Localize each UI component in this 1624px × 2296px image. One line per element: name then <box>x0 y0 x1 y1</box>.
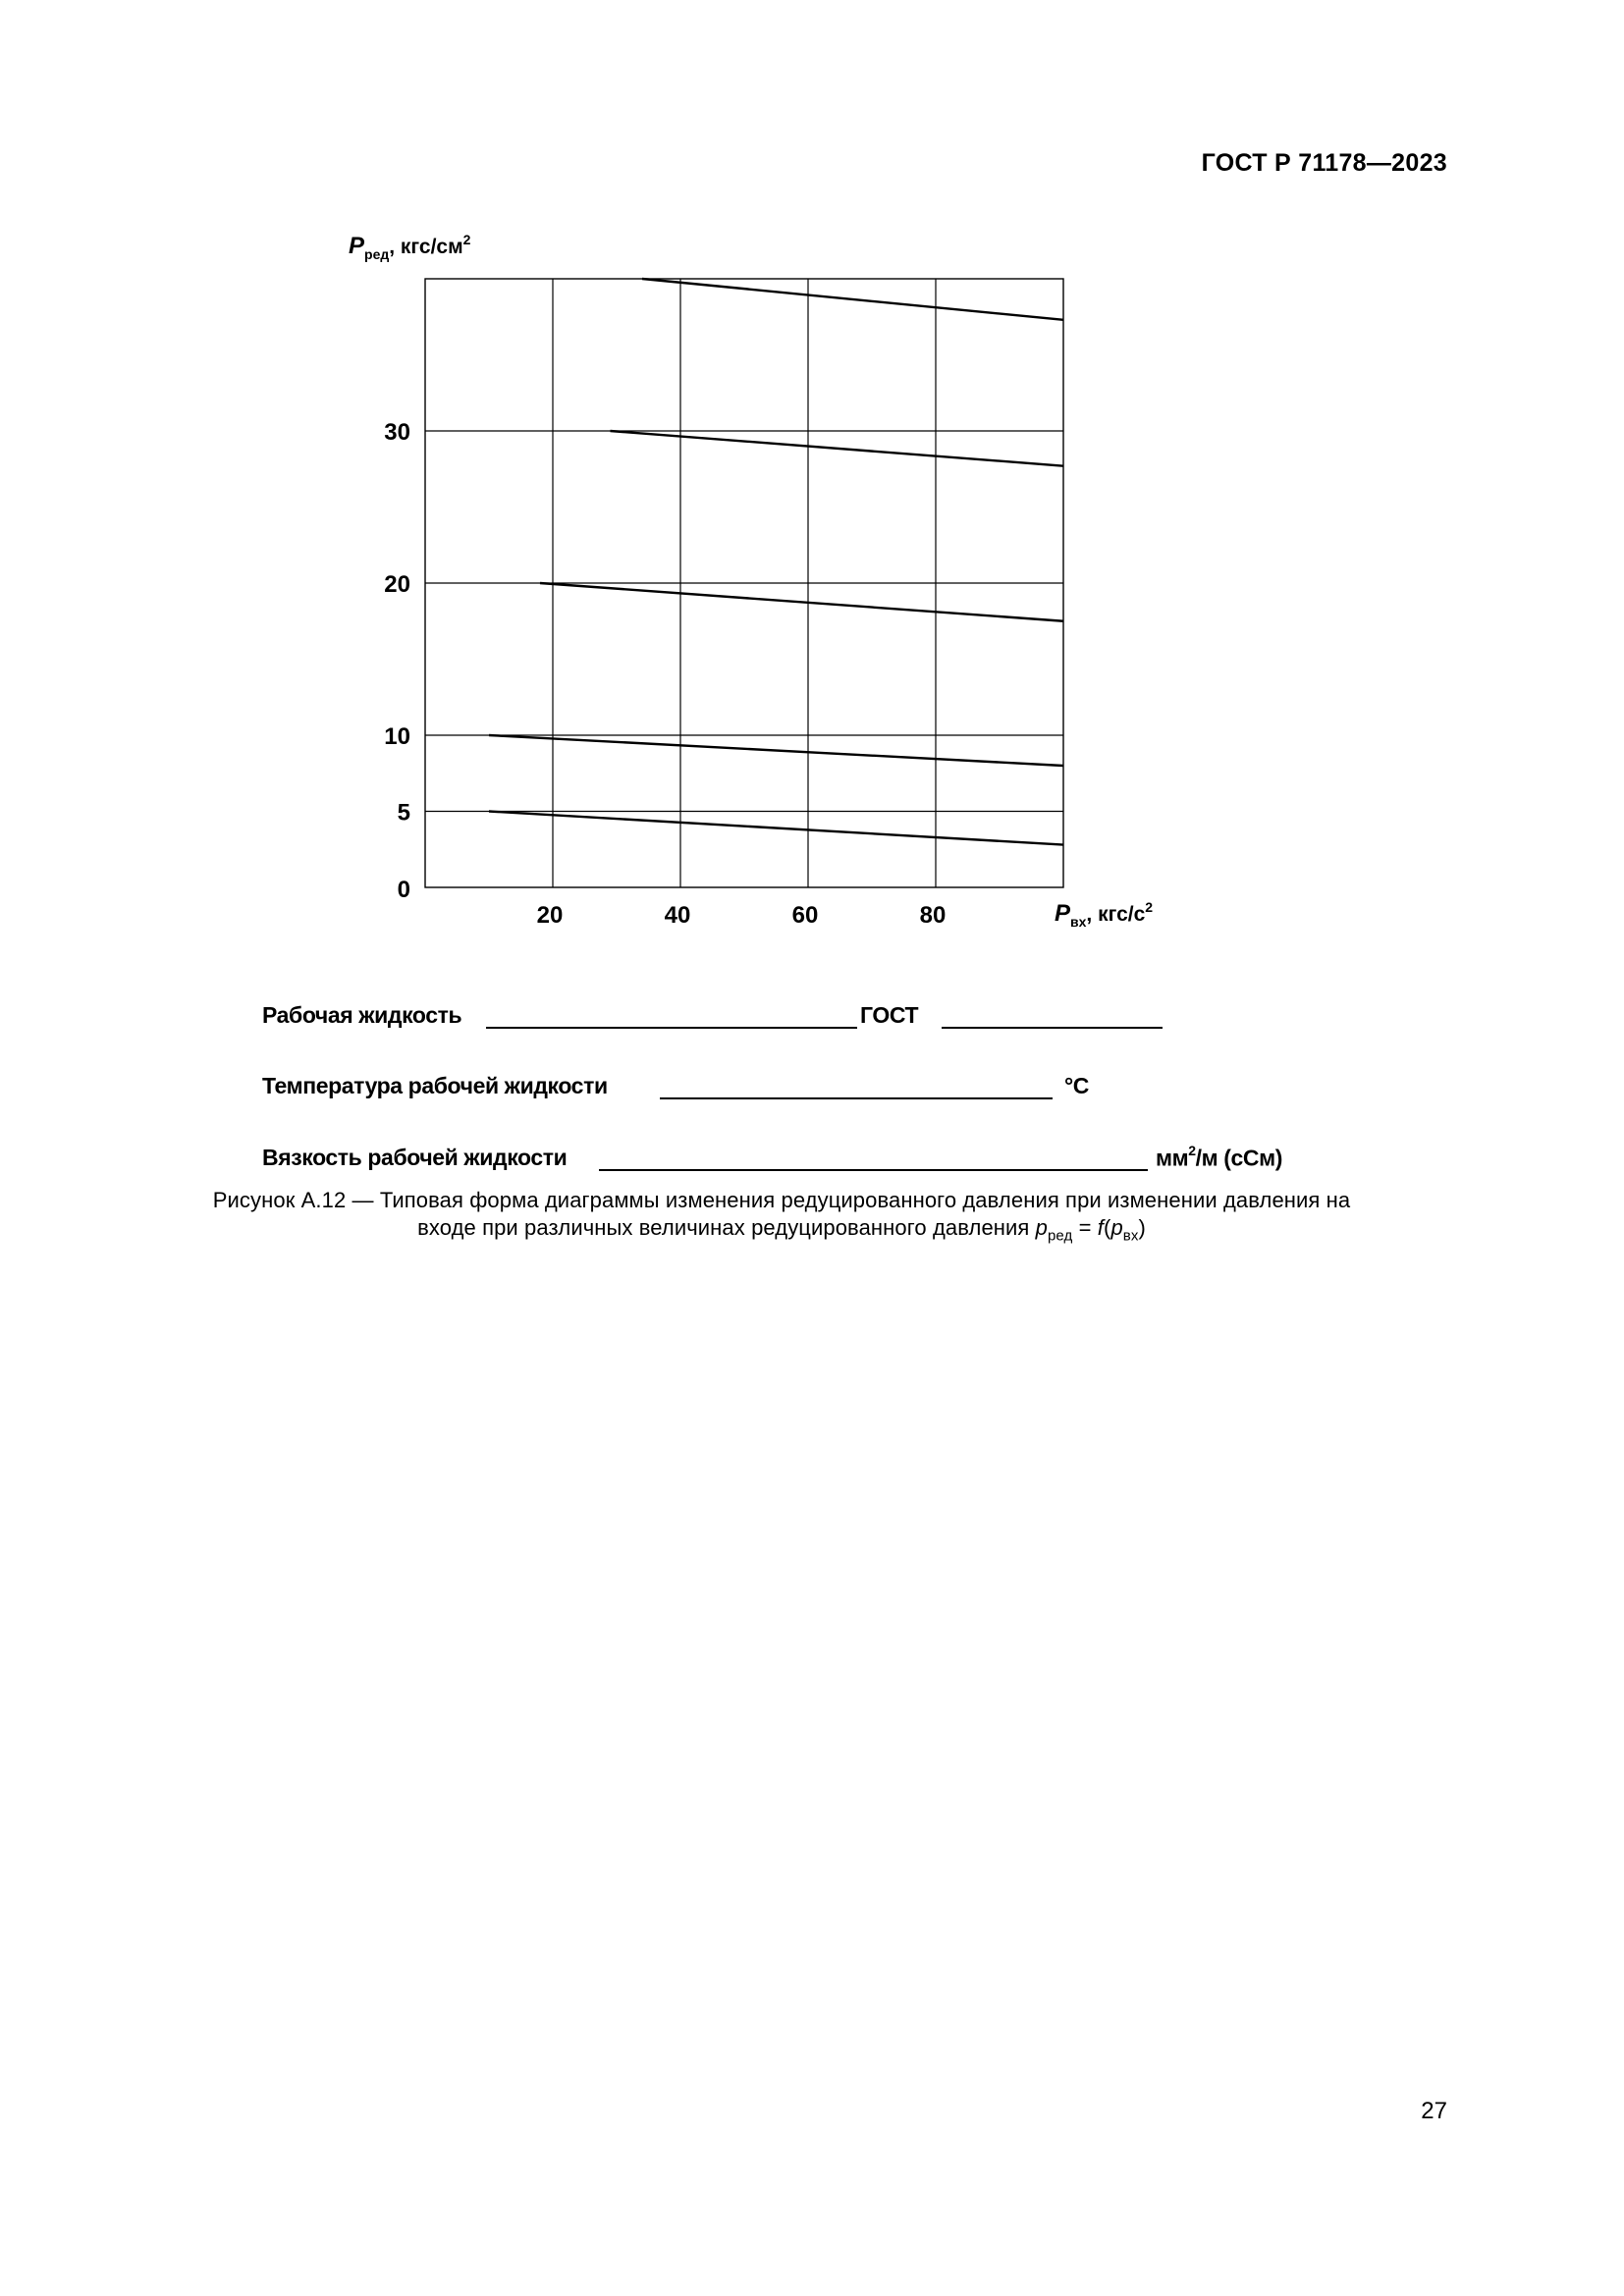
form-row-viscosity <box>262 1145 1342 1174</box>
gost-label: ГОСТ <box>860 1002 919 1028</box>
caption-line2-prefix: входе при различных величинах редуцированного давления <box>417 1215 1036 1240</box>
x-tick-label: 60 <box>791 902 819 929</box>
form-row-temperature <box>262 1073 1244 1102</box>
y-tick-label: 10 <box>384 723 410 750</box>
temperature-label: Температура рабочей жидкости <box>262 1073 608 1098</box>
y-tick-label: 20 <box>384 571 410 598</box>
viscosity-unit <box>1156 1145 1282 1172</box>
caption-p-vx: p <box>1110 1215 1123 1240</box>
viscosity-blank[interactable] <box>599 1169 1148 1171</box>
page-number: 27 <box>1421 2098 1447 2124</box>
x-axis-symbol: P <box>1055 900 1071 927</box>
series-line <box>489 735 1063 766</box>
caption-eq: = <box>1072 1215 1098 1240</box>
x-axis-unit-sup: 2 <box>1145 899 1154 915</box>
series-line <box>489 812 1063 845</box>
caption-line2 <box>118 1214 1445 1250</box>
x-axis-title <box>1055 899 1153 930</box>
caption-f: f <box>1097 1215 1104 1240</box>
series-line <box>642 279 1063 320</box>
gost-blank[interactable] <box>942 1027 1163 1029</box>
viscosity-unit-b: /м (сСм) <box>1195 1145 1282 1171</box>
chart-grid <box>425 279 1063 887</box>
chart-ticks <box>384 419 946 929</box>
y-axis-unit: , кгс/см <box>389 236 463 258</box>
viscosity-label: Вязкость рабочей жидкости <box>262 1145 568 1170</box>
x-tick-label: 40 <box>664 902 691 929</box>
caption-p-red: p <box>1035 1215 1048 1240</box>
temperature-unit: °С <box>1064 1073 1090 1098</box>
x-tick-label: 80 <box>919 902 947 929</box>
x-axis-subscript: вх <box>1070 914 1087 930</box>
caption-open: ( <box>1104 1215 1111 1240</box>
fluid-blank[interactable] <box>486 1027 857 1029</box>
chart-series <box>489 279 1063 845</box>
fluid-label: Рабочая жидкость <box>262 1002 462 1028</box>
x-tick-label: 20 <box>536 902 564 929</box>
y-tick-label: 5 <box>397 799 410 827</box>
y-axis-subscript: ред <box>364 246 390 262</box>
caption-close: ) <box>1138 1215 1146 1240</box>
series-line <box>611 431 1064 466</box>
viscosity-unit-a: мм <box>1156 1145 1189 1171</box>
x-axis-unit: , кгс/с <box>1086 903 1146 926</box>
y-axis-title <box>349 232 471 262</box>
figure-caption <box>118 1187 1445 1250</box>
caption-sub-red: ред <box>1047 1227 1073 1245</box>
viscosity-unit-sup: 2 <box>1188 1143 1196 1158</box>
y-tick-label: 0 <box>397 877 410 903</box>
pressure-chart <box>0 0 1624 962</box>
document-header: ГОСТ Р 71178—2023 <box>1201 149 1447 177</box>
form-row-fluid <box>262 1002 1244 1032</box>
y-axis-symbol: P <box>349 233 365 259</box>
caption-sub-vx: вх <box>1122 1227 1139 1245</box>
temperature-blank[interactable] <box>660 1097 1053 1099</box>
series-line <box>540 583 1063 621</box>
caption-line1: Рисунок А.12 — Типовая форма диаграммы изменения редуцированного давления при изменении давления на <box>212 1188 1351 1212</box>
y-tick-label: 30 <box>384 419 410 446</box>
y-axis-unit-sup: 2 <box>462 232 471 247</box>
